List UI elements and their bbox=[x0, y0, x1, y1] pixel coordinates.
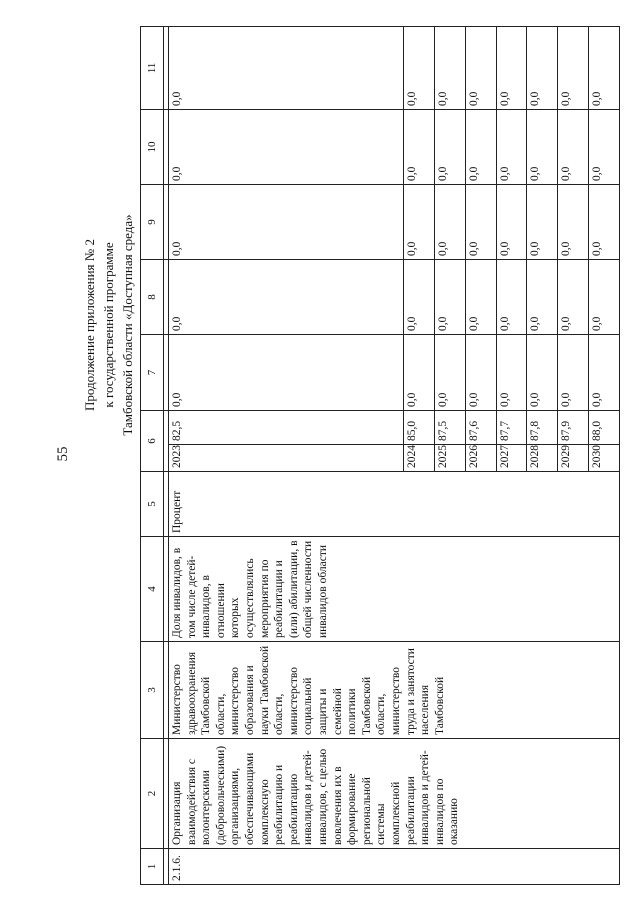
program-table bbox=[140, 26, 620, 885]
col11-cell: 0,0 bbox=[496, 27, 527, 110]
column-number: 7 bbox=[141, 335, 164, 411]
indicator-name: Доля инвалидов, в том числе детей-инвалидов, в отношении которых осуществлялись мероприятия по реабилитации и (или) абилитации, в общей численности инвалидов области bbox=[169, 537, 620, 642]
year-cell: 2024 bbox=[404, 445, 435, 472]
col8-cell: 0,0 bbox=[169, 260, 404, 335]
row-code: 2.1.6. bbox=[169, 849, 620, 885]
year-cell: 2029 bbox=[558, 445, 589, 472]
col9-cell: 0,0 bbox=[558, 185, 589, 260]
col8-cell: 0,0 bbox=[527, 260, 558, 335]
col11-cell: 0,0 bbox=[169, 27, 404, 110]
column-number: 10 bbox=[141, 110, 164, 185]
column-number-row bbox=[141, 27, 164, 885]
appendix-header-line: к государственной программе bbox=[101, 242, 116, 408]
col10-cell: 0,0 bbox=[404, 110, 435, 185]
col7-cell: 0,0 bbox=[404, 335, 435, 411]
col9-cell: 0,0 bbox=[589, 185, 620, 260]
col7-cell: 0,0 bbox=[434, 335, 465, 411]
column-number: 9 bbox=[141, 185, 164, 260]
column-number: 8 bbox=[141, 260, 164, 335]
value-cell: 87,9 bbox=[558, 411, 589, 445]
col7-cell: 0,0 bbox=[558, 335, 589, 411]
appendix-header-line: Продолжение приложения № 2 bbox=[82, 239, 97, 411]
column-number: 4 bbox=[141, 537, 164, 642]
value-cell: 87,7 bbox=[496, 411, 527, 445]
year-cell: 2025 bbox=[434, 445, 465, 472]
value-cell: 87,5 bbox=[434, 411, 465, 445]
column-number: 5 bbox=[141, 472, 164, 537]
col8-cell: 0,0 bbox=[496, 260, 527, 335]
year-cell: 2026 bbox=[465, 445, 496, 472]
year-cell: 2028 bbox=[527, 445, 558, 472]
column-number: 1 bbox=[141, 849, 164, 885]
col7-cell: 0,0 bbox=[496, 335, 527, 411]
column-number: 11 bbox=[141, 27, 164, 110]
appendix-header bbox=[80, 65, 137, 585]
col10-cell: 0,0 bbox=[558, 110, 589, 185]
col9-cell: 0,0 bbox=[465, 185, 496, 260]
appendix-header-line: Тамбовской области «Доступная среда» bbox=[120, 214, 135, 436]
table-row bbox=[169, 27, 404, 885]
year-cell: 2030 bbox=[589, 445, 620, 472]
col8-cell: 0,0 bbox=[434, 260, 465, 335]
executors: Министерство здравоохранения Тамбовской области, министерство образования и науки Тамбовской области, министерство социальной защиты и семейной политики Тамбовской области, министерство труда и занятости населения Тамбовской bbox=[169, 642, 620, 739]
col11-cell: 0,0 bbox=[465, 27, 496, 110]
col7-cell: 0,0 bbox=[527, 335, 558, 411]
col9-cell: 0,0 bbox=[496, 185, 527, 260]
col10-cell: 0,0 bbox=[434, 110, 465, 185]
value-cell: 88,0 bbox=[589, 411, 620, 445]
value-cell: 87,6 bbox=[465, 411, 496, 445]
col10-cell: 0,0 bbox=[527, 110, 558, 185]
year-cell: 2027 bbox=[496, 445, 527, 472]
unit: Процент bbox=[169, 472, 620, 537]
year-cell: 2023 bbox=[169, 445, 404, 472]
col10-cell: 0,0 bbox=[589, 110, 620, 185]
page-number: 55 bbox=[55, 446, 71, 462]
col9-cell: 0,0 bbox=[434, 185, 465, 260]
col8-cell: 0,0 bbox=[558, 260, 589, 335]
col7-cell: 0,0 bbox=[589, 335, 620, 411]
column-number: 6 bbox=[141, 411, 164, 472]
col10-cell: 0,0 bbox=[169, 110, 404, 185]
col8-cell: 0,0 bbox=[589, 260, 620, 335]
col11-cell: 0,0 bbox=[434, 27, 465, 110]
value-cell: 87,8 bbox=[527, 411, 558, 445]
col7-cell: 0,0 bbox=[465, 335, 496, 411]
col8-cell: 0,0 bbox=[465, 260, 496, 335]
col11-cell: 0,0 bbox=[404, 27, 435, 110]
col11-cell: 0,0 bbox=[558, 27, 589, 110]
col9-cell: 0,0 bbox=[404, 185, 435, 260]
col11-cell: 0,0 bbox=[589, 27, 620, 110]
column-number: 3 bbox=[141, 642, 164, 739]
value-cell: 85,0 bbox=[404, 411, 435, 445]
col8-cell: 0,0 bbox=[404, 260, 435, 335]
col9-cell: 0,0 bbox=[169, 185, 404, 260]
col11-cell: 0,0 bbox=[527, 27, 558, 110]
col7-cell: 0,0 bbox=[169, 335, 404, 411]
column-number: 2 bbox=[141, 739, 164, 849]
col10-cell: 0,0 bbox=[465, 110, 496, 185]
value-cell: 82,5 bbox=[169, 411, 404, 445]
event-description: Организация взаимодействия с волонтерскими (добровольческими) организациями, обеспечивающими комплексную реабилитацию и реабилитацию инвалидов и детей-инвалидов, с целью вовлечения их в формирование региональной системы комплексной реабилитации инвалидов и детей-инвалидов по оказанию bbox=[169, 739, 620, 849]
col10-cell: 0,0 bbox=[496, 110, 527, 185]
col9-cell: 0,0 bbox=[527, 185, 558, 260]
